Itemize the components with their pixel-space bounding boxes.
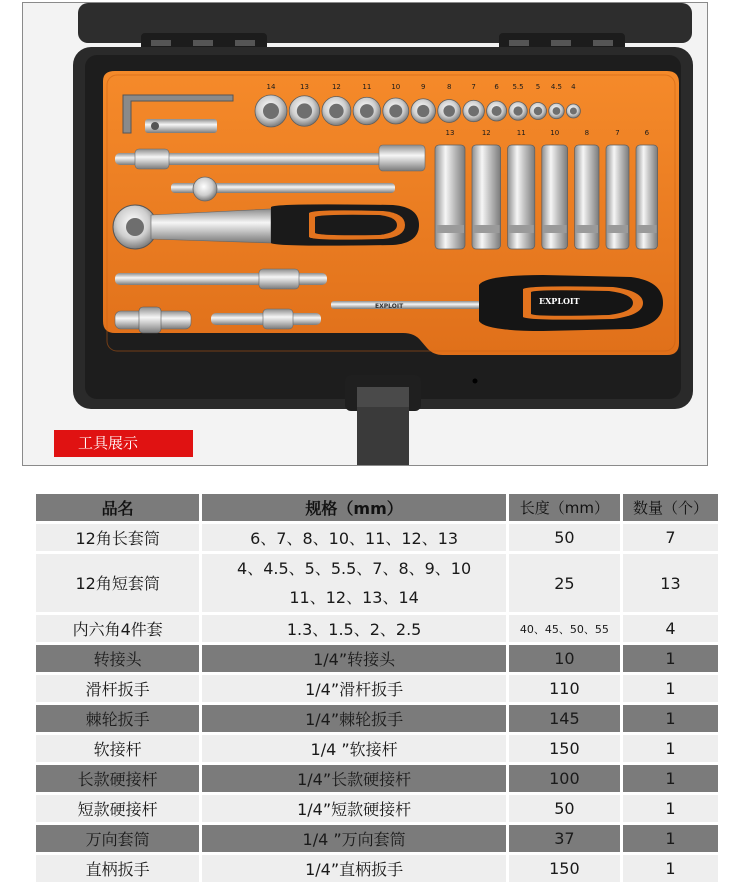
short-socket-size-label: 11 — [362, 83, 372, 91]
long-socket-band — [607, 225, 628, 233]
short-socket-bore — [570, 108, 577, 115]
long-socket-band — [576, 225, 598, 233]
long-socket — [472, 145, 501, 249]
cell-spec-line-2: 11、12、13、14 — [289, 588, 419, 607]
long-socket-size-label: 11 — [516, 129, 526, 137]
long-socket-band — [509, 225, 534, 233]
long-socket — [636, 145, 658, 249]
screwdriver-handle-brand: EXPLOIT — [539, 296, 580, 306]
header-length: 长度（mm） — [509, 494, 623, 521]
long-socket — [435, 145, 465, 249]
table-row — [36, 795, 718, 822]
cell-length: 50 — [509, 524, 623, 551]
short-socket-size-label: 8 — [446, 83, 452, 91]
cell-name: 万向套筒 — [36, 825, 202, 852]
table-row — [36, 855, 718, 882]
cell-qty: 1 — [623, 825, 718, 852]
short-socket-size-label: 12 — [331, 83, 341, 91]
long-socket-band — [436, 225, 464, 233]
cell-spec: 1/4”长款硬接杆 — [202, 765, 509, 792]
cell-length: 10 — [509, 645, 623, 672]
short-socket-bore — [417, 105, 429, 117]
cell-spec: 1/4 ”软接杆 — [202, 735, 509, 762]
tool-case-photo — [22, 2, 708, 466]
cell-qty: 13 — [623, 554, 718, 612]
short-socket-size-label: 13 — [299, 83, 309, 91]
cell-name: 12角短套筒 — [36, 554, 202, 612]
table-row — [36, 705, 718, 732]
cell-spec: 1/4”滑杆扳手 — [202, 675, 509, 702]
cell-name: 软接杆 — [36, 735, 202, 762]
cell-length: 40、45、50、55 — [509, 615, 623, 642]
table-row — [36, 675, 718, 702]
short-socket-bore — [553, 107, 561, 115]
cell-qty: 1 — [623, 675, 718, 702]
cell-qty: 1 — [623, 765, 718, 792]
long-socket-size-label: 6 — [644, 129, 650, 137]
cell-qty: 7 — [623, 524, 718, 551]
cell-spec: 1.3、1.5、2、2.5 — [202, 615, 509, 642]
cell-name: 短款硬接杆 — [36, 795, 202, 822]
cell-spec: 1/4”棘轮扳手 — [202, 705, 509, 732]
short-socket-size-label: 14 — [266, 83, 276, 91]
photo-caption: 工具展示 — [54, 430, 193, 457]
long-socket — [542, 145, 568, 249]
spec-table — [36, 491, 718, 885]
cell-spec: 1/4 ”万向套筒 — [202, 825, 509, 852]
cell-length: 145 — [509, 705, 623, 732]
long-socket — [606, 145, 629, 249]
header-spec: 规格（mm） — [202, 494, 509, 521]
long-socket — [508, 145, 535, 249]
table-row — [36, 615, 718, 642]
short-socket-bore — [297, 103, 312, 118]
cell-qty: 1 — [623, 795, 718, 822]
cell-spec: 1/4”转接头 — [202, 645, 509, 672]
cell-length: 100 — [509, 765, 623, 792]
short-socket-size-label: 6 — [494, 83, 499, 91]
cell-length: 25 — [509, 554, 623, 612]
cell-qty: 1 — [623, 855, 718, 882]
short-socket-bore — [389, 105, 402, 118]
short-socket-size-label: 10 — [391, 83, 401, 91]
long-socket-band — [637, 225, 657, 233]
long-socket-size-label: 8 — [584, 129, 590, 137]
table-row — [36, 645, 718, 672]
cell-name: 直柄扳手 — [36, 855, 202, 882]
short-socket-bore — [443, 105, 455, 117]
cell-spec-line-1: 4、4.5、5、5.5、7、8、9、10 — [237, 559, 472, 578]
long-socket-size-label: 12 — [481, 129, 491, 137]
table-row — [36, 765, 718, 792]
cell-length: 110 — [509, 675, 623, 702]
short-socket-bore — [513, 106, 522, 115]
short-socket-size-label: 7 — [471, 83, 476, 91]
long-socket-band — [473, 225, 500, 233]
table-row — [36, 554, 718, 612]
cell-length: 50 — [509, 795, 623, 822]
cell-spec: 6、7、8、10、11、12、13 — [202, 524, 509, 551]
cell-qty: 4 — [623, 615, 718, 642]
cell-qty: 1 — [623, 705, 718, 732]
cell-length: 150 — [509, 855, 623, 882]
tool-case-illustration — [23, 3, 708, 466]
long-socket-size-label: 10 — [550, 129, 560, 137]
long-socket — [575, 145, 599, 249]
cell-name: 12角长套筒 — [36, 524, 202, 551]
short-socket-bore — [492, 106, 502, 116]
cell-name: 转接头 — [36, 645, 202, 672]
short-socket-size-label: 5 — [535, 83, 541, 91]
cell-name: 棘轮扳手 — [36, 705, 202, 732]
header-name: 品名 — [36, 494, 202, 521]
short-socket-bore — [329, 104, 344, 119]
table-row — [36, 735, 718, 762]
cell-spec: 1/4”短款硬接杆 — [202, 795, 509, 822]
table-row — [36, 825, 718, 852]
cell-name: 内六角4件套 — [36, 615, 202, 642]
short-socket-bore — [263, 103, 279, 119]
short-socket-size-label: 4.5 — [550, 83, 563, 91]
table-row — [36, 524, 718, 551]
table-header-row — [36, 494, 718, 521]
cell-qty: 1 — [623, 645, 718, 672]
short-socket-size-label: 9 — [421, 83, 426, 91]
short-socket-size-label: 5.5 — [512, 83, 524, 91]
cell-length: 150 — [509, 735, 623, 762]
short-socket-size-label: 4 — [571, 83, 576, 91]
header-qty: 数量（个） — [623, 494, 718, 521]
cell-name: 滑杆扳手 — [36, 675, 202, 702]
short-socket-bore — [360, 104, 374, 118]
cell-name: 长款硬接杆 — [36, 765, 202, 792]
long-socket-size-label: 13 — [445, 129, 455, 137]
long-socket-band — [543, 225, 567, 233]
cell-qty: 1 — [623, 735, 718, 762]
short-socket-bore — [468, 106, 479, 117]
screwdriver-shaft-brand: EXPLOIT — [375, 303, 404, 310]
long-socket-size-label: 7 — [615, 129, 620, 137]
universal-joint — [115, 307, 191, 333]
cell-spec — [202, 554, 509, 612]
cell-length: 37 — [509, 825, 623, 852]
short-socket-bore — [534, 107, 543, 116]
cell-spec: 1/4”直柄扳手 — [202, 855, 509, 882]
